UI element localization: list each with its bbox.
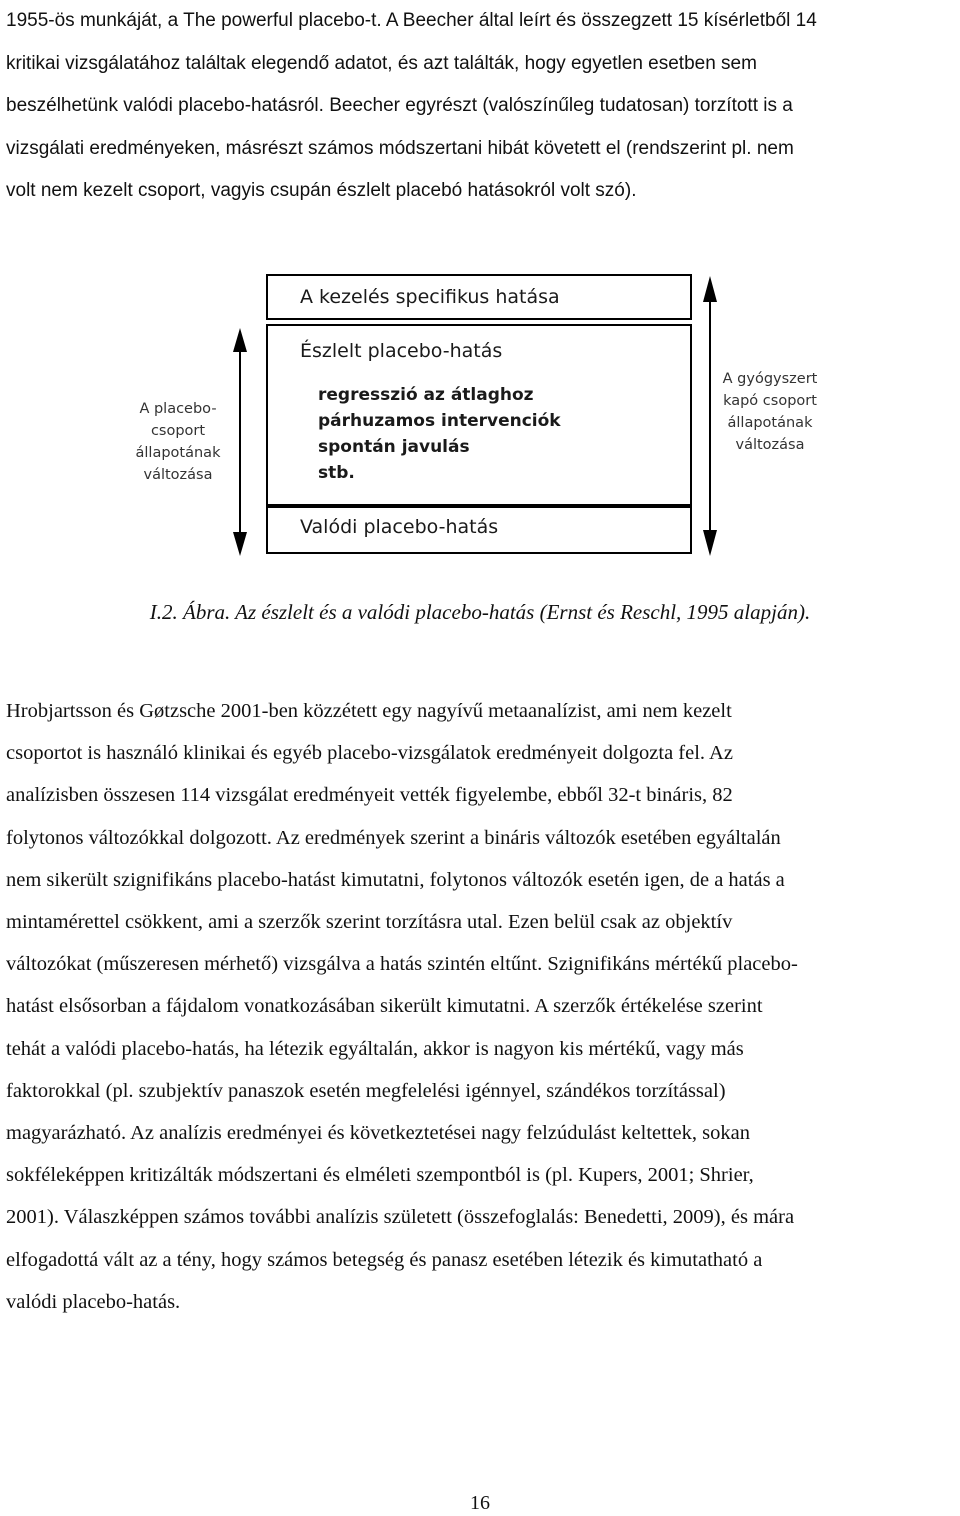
paragraph-line: kritikai vizsgálatához találtak elegendő adatot, és azt találták, hogy egyetlen esetben sem: [6, 52, 757, 74]
factor-item: regresszió az átlaghoz: [318, 385, 534, 405]
label-line: változása: [143, 467, 213, 483]
label-line: kapó csoport: [723, 393, 817, 409]
label-line: A gyógyszert: [722, 371, 818, 387]
drug-group-label: [712, 368, 828, 456]
top-paragraph: [6, 0, 958, 213]
factor-item: párhuzamos intervenciók: [318, 411, 561, 431]
paragraph-line: elfogadottá vált az a tény, hogy számos betegség és panasz esetében létezik és kimutatható a: [6, 1248, 763, 1271]
paragraph-line: valódi placebo-hatás.: [6, 1290, 181, 1313]
paragraph-line: változókat (műszeresen mérhető) vizsgálva a hatás szintén eltűnt. Szignifikáns mértékű placebo-: [6, 953, 798, 976]
up-arrow-icon: [232, 328, 248, 556]
label-line: változása: [735, 437, 805, 453]
label-line: állapotának: [135, 445, 221, 461]
paragraph-line: folytonos változókkal dolgozott. Az eredmények szerint a bináris változók esetében egyáltalán: [6, 826, 781, 849]
paragraph-line: mintamérettel csökkent, ami a szerzők szerint torzításra utal. Ezen belül csak az objektív: [6, 911, 733, 934]
figure-caption: I.2. Ábra. Az észlelt és a valódi placebo-hatás (Ernst és Reschl, 1995 alapján).: [149, 600, 811, 624]
paragraph-line: tehát a valódi placebo-hatás, ha létezik egyáltalán, akkor is nagyon kis mértékű, vagy más: [6, 1037, 744, 1060]
paragraph-line: hatást elsősorban a fájdalom vonatkozásában sikerült kimutatni. A szerzők értékelése szerint: [6, 995, 763, 1018]
placebo-effect-figure: [120, 268, 840, 560]
placebo-group-label: [120, 398, 236, 486]
up-arrow-icon: [702, 276, 718, 556]
paragraph-line: nem sikerült szignifikáns placebo-hatást kimutatni, folytonos változók esetén igen, de a hatás a: [6, 868, 785, 891]
paragraph-line: vizsgálati eredményeken, másrészt számos módszertani hibát követett el (rendszerint pl. nem: [6, 137, 794, 159]
paragraph-line: 1955-ös munkáját, a The powerful placebo-t. A Beecher által leírt és összegzett 15 kísérletből 14: [6, 10, 817, 31]
factor-item: stb.: [318, 463, 355, 483]
paragraph-line: magyarázható. Az analízis eredményei és következtetései nagy felzúdulást keltettek, sokan: [6, 1122, 750, 1145]
paragraph-line: faktorokkal (pl. szubjektív panaszok esetén megfelelési igénnyel, szándékos torzítással): [6, 1079, 726, 1102]
label-line: A placebo-: [139, 401, 217, 417]
paragraph-line: analízisben összesen 114 vizsgálat eredményeit vették figyelembe, ebből 32-t bináris, 82: [6, 784, 733, 807]
factor-list: [318, 382, 561, 486]
paragraph-line: sokféleképpen kritizálták módszertani és elméleti szempontból is (pl. Kupers, 2001; Shrier,: [6, 1164, 754, 1187]
paragraph-line: 2001). Válaszképpen számos további analízis született (összefoglalás: Benedetti, 2009), és mára: [6, 1206, 795, 1229]
paragraph-line: csoportot is használó klinikai és egyéb placebo-vizsgálatok eredményeit dolgozta fel. Az: [6, 742, 733, 765]
specific-effect-label: A kezelés specifikus hatása: [300, 286, 560, 308]
perceived-placebo-label: Észlelt placebo-hatás: [300, 340, 503, 362]
real-placebo-label: Valódi placebo-hatás: [300, 516, 499, 538]
paragraph-line: beszélhetünk valódi placebo-hatásról. Beecher egyrészt (valószínűleg tudatosan) torzított is a: [6, 95, 793, 116]
body-paragraph: [6, 690, 958, 1323]
paragraph-line: Hrobjartsson és Gøtzsche 2001-ben közzétett egy nagyívű metaanalízist, ami nem kezelt: [6, 700, 732, 722]
page-number: 16: [470, 1492, 490, 1514]
label-line: csoport: [150, 423, 206, 439]
factor-item: spontán javulás: [318, 437, 470, 457]
label-line: állapotának: [727, 415, 813, 431]
paragraph-line: volt nem kezelt csoport, vagyis csupán észlelt placebó hatásokról volt szó).: [6, 180, 637, 201]
